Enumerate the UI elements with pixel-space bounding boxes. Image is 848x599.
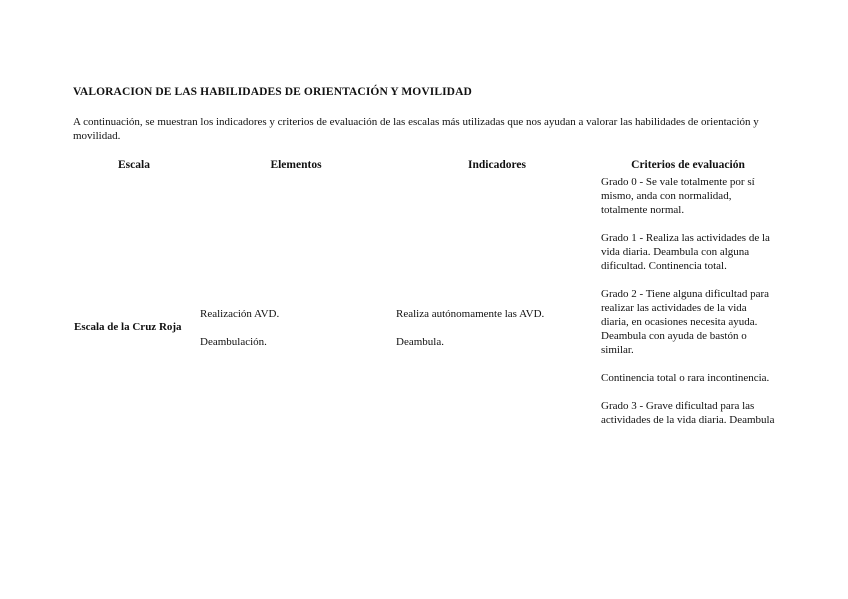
elemento-item: Deambulación. [200, 336, 267, 348]
indicadores-cell [396, 307, 544, 363]
elementos-cell [200, 307, 279, 363]
elemento-item: Realización AVD. [200, 308, 280, 320]
criterio-paragraph: Grado 1 - Realiza las actividades de la vida diaria. Deambula con alguna dificultad. Continencia total. [601, 232, 770, 272]
indicador-item: Realiza autónomamente las AVD. [396, 308, 545, 320]
header-escala: Escala [118, 159, 150, 171]
header-elementos: Elementos [270, 159, 322, 171]
header-indicadores: Indicadores [468, 159, 526, 171]
escala-cell: Escala de la Cruz Roja [74, 321, 182, 333]
criterio-paragraph: Continencia total o rara incontinencia. [601, 372, 770, 384]
intro-paragraph: A continuación, se muestran los indicadores y criterios de evaluación de las escalas más utilizadas que nos ayudan a valorar las habilidades de orientación y movilidad. [73, 116, 759, 142]
criterio-paragraph: Grado 3 - Grave dificultad para las actividades de la vida diaria. Deambula [601, 400, 775, 426]
criterio-paragraph: Grado 2 - Tiene alguna dificultad para realizar las actividades de la vida diaria, en ocasiones necesita ayuda. Deambula con ayuda de bastón o similar. [601, 288, 770, 356]
header-criterios: Criterios de evaluación [631, 159, 745, 171]
indicador-item: Deambula. [396, 336, 444, 348]
criterio-paragraph: Grado 0 - Se vale totalmente por sí mismo, anda con normalidad, totalmente normal. [601, 176, 755, 216]
document-title: VALORACION DE LAS HABILIDADES DE ORIENTACIÓN Y MOVILIDAD [73, 86, 472, 98]
criterios-cell [601, 175, 777, 427]
